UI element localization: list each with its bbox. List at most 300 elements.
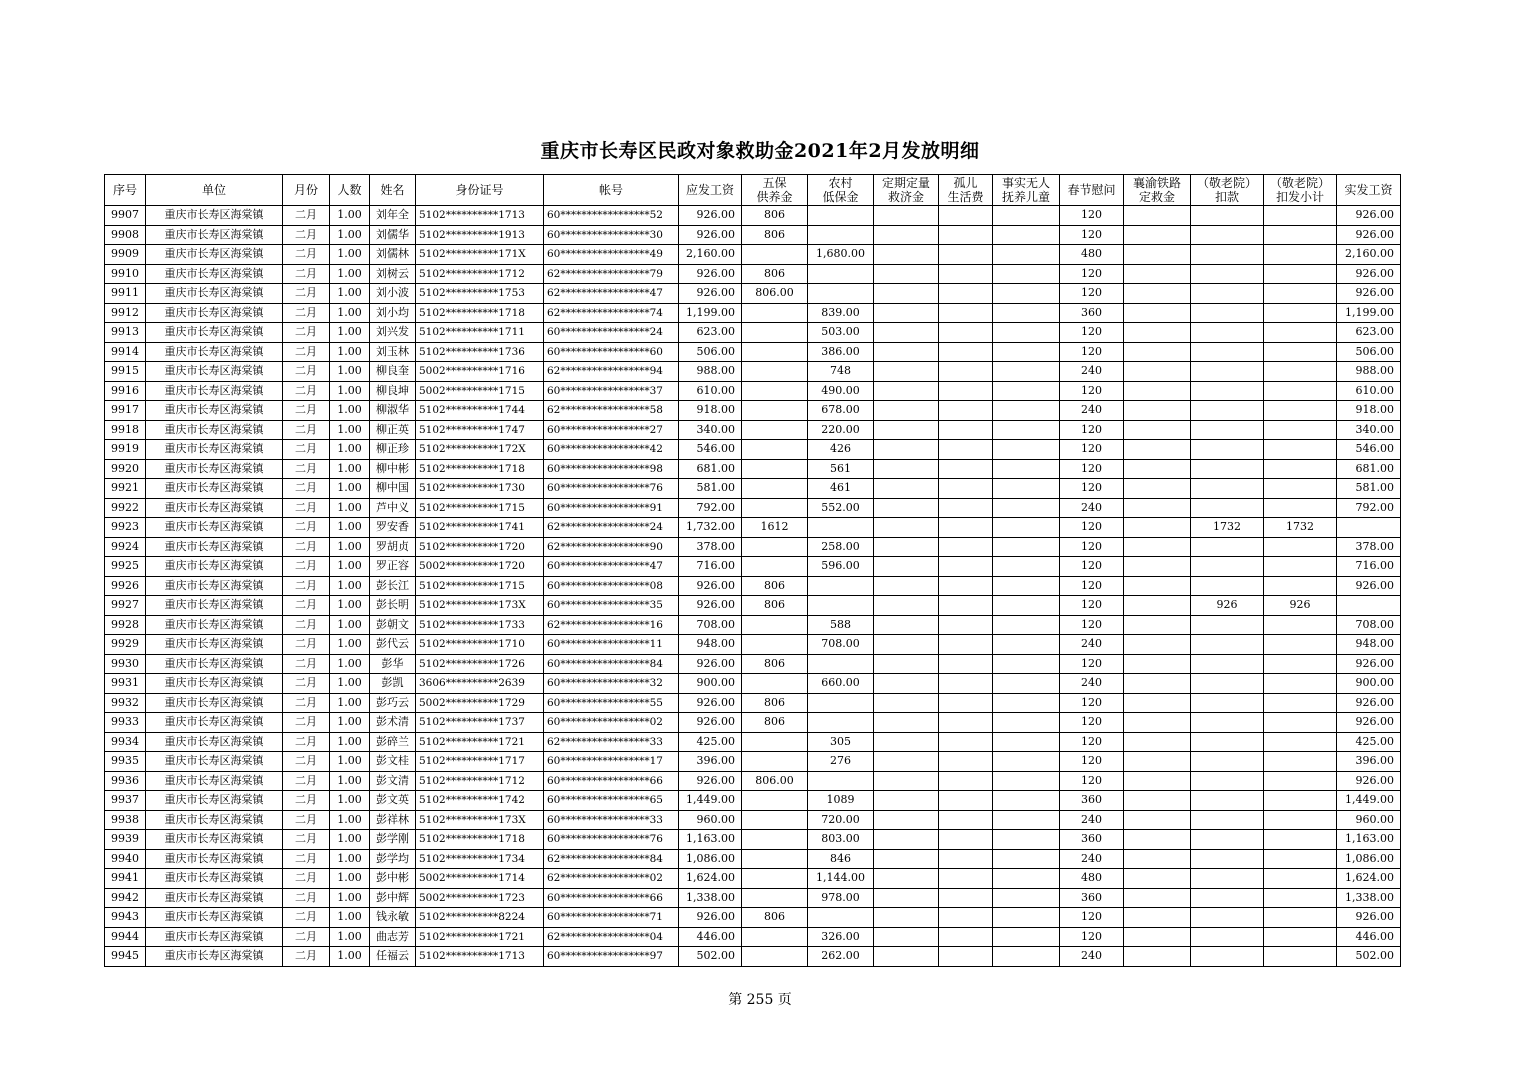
table-body: [105, 206, 1401, 967]
cell-persons: 1.00: [330, 498, 370, 518]
cell-dibao: 386.00: [808, 342, 874, 362]
cell-seq: 9926: [105, 576, 146, 596]
cell-name: 刘兴发: [370, 323, 416, 343]
cell-actual: 546.00: [1337, 440, 1401, 460]
cell-unattended: [993, 440, 1060, 460]
cell-festival: 360: [1060, 830, 1124, 850]
cell-deduct: [1191, 615, 1264, 635]
cell-actual: 926.00: [1337, 206, 1401, 226]
cell-account: 62*****************74: [544, 303, 679, 323]
cell-deduct: [1191, 752, 1264, 772]
cell-actual: 792.00: [1337, 498, 1401, 518]
column-header-seq: 序号: [105, 175, 146, 206]
cell-festival: 120: [1060, 654, 1124, 674]
cell-month: 二月: [283, 888, 330, 908]
cell-dibao: 596.00: [808, 557, 874, 577]
cell-railway: [1124, 401, 1191, 421]
cell-orphan: [939, 615, 993, 635]
cell-deduct_sub: [1264, 849, 1337, 869]
cell-railway: [1124, 557, 1191, 577]
cell-account: 60*****************24: [544, 323, 679, 343]
cell-railway: [1124, 342, 1191, 362]
cell-id_no: 5002**********1714: [416, 869, 544, 889]
cell-month: 二月: [283, 674, 330, 694]
cell-id_no: 5102**********1913: [416, 225, 544, 245]
cell-seq: 9912: [105, 303, 146, 323]
cell-deduct: [1191, 342, 1264, 362]
cell-payable: 1,338.00: [679, 888, 742, 908]
cell-festival: 120: [1060, 264, 1124, 284]
cell-seq: 9936: [105, 771, 146, 791]
table-row: [105, 596, 1401, 616]
cell-actual: 926.00: [1337, 225, 1401, 245]
cell-persons: 1.00: [330, 635, 370, 655]
cell-railway: [1124, 869, 1191, 889]
cell-dibao: 503.00: [808, 323, 874, 343]
cell-festival: 120: [1060, 908, 1124, 928]
table-row: [105, 947, 1401, 967]
cell-orphan: [939, 732, 993, 752]
cell-payable: 926.00: [679, 693, 742, 713]
cell-festival: 120: [1060, 752, 1124, 772]
cell-railway: [1124, 537, 1191, 557]
cell-account: 60*****************27: [544, 420, 679, 440]
cell-orphan: [939, 713, 993, 733]
table-row: [105, 381, 1401, 401]
cell-id_no: 5102**********1710: [416, 635, 544, 655]
cell-actual: 900.00: [1337, 674, 1401, 694]
cell-unit: 重庆市长寿区海棠镇: [146, 654, 283, 674]
cell-wubao: [742, 810, 808, 830]
cell-seq: 9928: [105, 615, 146, 635]
table-row: [105, 342, 1401, 362]
cell-deduct_sub: [1264, 342, 1337, 362]
cell-name: 彭文英: [370, 791, 416, 811]
cell-id_no: 5102**********1713: [416, 947, 544, 967]
column-header-deduct: （敬老院） 扣款: [1191, 175, 1264, 206]
cell-wubao: [742, 674, 808, 694]
cell-unit: 重庆市长寿区海棠镇: [146, 420, 283, 440]
cell-festival: 120: [1060, 615, 1124, 635]
cell-month: 二月: [283, 206, 330, 226]
cell-dingqi: [874, 674, 939, 694]
cell-seq: 9944: [105, 927, 146, 947]
column-header-month: 月份: [283, 175, 330, 206]
cell-month: 二月: [283, 693, 330, 713]
cell-unattended: [993, 381, 1060, 401]
cell-month: 二月: [283, 596, 330, 616]
cell-dingqi: [874, 927, 939, 947]
cell-month: 二月: [283, 927, 330, 947]
cell-unit: 重庆市长寿区海棠镇: [146, 479, 283, 499]
cell-account: 60*****************97: [544, 947, 679, 967]
cell-account: 60*****************17: [544, 752, 679, 772]
cell-id_no: 5102**********1733: [416, 615, 544, 635]
cell-unattended: [993, 459, 1060, 479]
cell-dingqi: [874, 342, 939, 362]
cell-unit: 重庆市长寿区海棠镇: [146, 225, 283, 245]
cell-account: 60*****************47: [544, 557, 679, 577]
cell-account: 60*****************49: [544, 245, 679, 265]
cell-payable: 2,160.00: [679, 245, 742, 265]
cell-persons: 1.00: [330, 927, 370, 947]
cell-railway: [1124, 927, 1191, 947]
cell-dibao: 326.00: [808, 927, 874, 947]
cell-festival: 120: [1060, 225, 1124, 245]
cell-name: 彭长明: [370, 596, 416, 616]
cell-dibao: 258.00: [808, 537, 874, 557]
cell-deduct: [1191, 732, 1264, 752]
cell-name: 彭学刚: [370, 830, 416, 850]
cell-wubao: [742, 440, 808, 460]
cell-wubao: [742, 869, 808, 889]
cell-persons: 1.00: [330, 401, 370, 421]
cell-actual: 926.00: [1337, 771, 1401, 791]
cell-id_no: 5102**********1717: [416, 752, 544, 772]
cell-orphan: [939, 927, 993, 947]
cell-seq: 9929: [105, 635, 146, 655]
cell-deduct: [1191, 830, 1264, 850]
cell-unit: 重庆市长寿区海棠镇: [146, 830, 283, 850]
cell-account: 60*****************55: [544, 693, 679, 713]
cell-wubao: [742, 635, 808, 655]
cell-dingqi: [874, 908, 939, 928]
cell-deduct_sub: [1264, 888, 1337, 908]
cell-account: 62*****************84: [544, 849, 679, 869]
cell-account: 60*****************76: [544, 830, 679, 850]
cell-unit: 重庆市长寿区海棠镇: [146, 908, 283, 928]
table-row: [105, 557, 1401, 577]
cell-dibao: [808, 206, 874, 226]
cell-deduct_sub: [1264, 830, 1337, 850]
cell-month: 二月: [283, 869, 330, 889]
cell-railway: [1124, 830, 1191, 850]
cell-id_no: 5102**********1737: [416, 713, 544, 733]
cell-id_no: 5102**********1734: [416, 849, 544, 869]
cell-month: 二月: [283, 362, 330, 382]
cell-persons: 1.00: [330, 888, 370, 908]
cell-unattended: [993, 518, 1060, 538]
cell-wubao: [742, 732, 808, 752]
cell-actual: 396.00: [1337, 752, 1401, 772]
cell-payable: 425.00: [679, 732, 742, 752]
cell-persons: 1.00: [330, 362, 370, 382]
cell-account: 60*****************30: [544, 225, 679, 245]
cell-payable: 506.00: [679, 342, 742, 362]
cell-dibao: [808, 713, 874, 733]
cell-railway: [1124, 810, 1191, 830]
cell-deduct_sub: [1264, 635, 1337, 655]
table-row: [105, 713, 1401, 733]
cell-seq: 9935: [105, 752, 146, 772]
cell-id_no: 5102**********1711: [416, 323, 544, 343]
cell-festival: 120: [1060, 771, 1124, 791]
cell-dingqi: [874, 518, 939, 538]
cell-seq: 9927: [105, 596, 146, 616]
cell-persons: 1.00: [330, 264, 370, 284]
cell-railway: [1124, 596, 1191, 616]
cell-dingqi: [874, 264, 939, 284]
cell-orphan: [939, 537, 993, 557]
table-row: [105, 401, 1401, 421]
cell-actual: 446.00: [1337, 927, 1401, 947]
cell-railway: [1124, 323, 1191, 343]
cell-account: 60*****************91: [544, 498, 679, 518]
cell-payable: 926.00: [679, 713, 742, 733]
cell-unattended: [993, 225, 1060, 245]
cell-unattended: [993, 830, 1060, 850]
cell-dibao: [808, 693, 874, 713]
cell-unit: 重庆市长寿区海棠镇: [146, 381, 283, 401]
cell-dingqi: [874, 830, 939, 850]
cell-payable: 610.00: [679, 381, 742, 401]
cell-railway: [1124, 225, 1191, 245]
cell-deduct: 926: [1191, 596, 1264, 616]
cell-wubao: 806: [742, 576, 808, 596]
cell-account: 62*****************02: [544, 869, 679, 889]
cell-deduct: [1191, 420, 1264, 440]
cell-unit: 重庆市长寿区海棠镇: [146, 869, 283, 889]
cell-seq: 9940: [105, 849, 146, 869]
cell-unit: 重庆市长寿区海棠镇: [146, 206, 283, 226]
cell-month: 二月: [283, 576, 330, 596]
cell-id_no: 5002**********1723: [416, 888, 544, 908]
cell-deduct_sub: [1264, 381, 1337, 401]
cell-railway: [1124, 791, 1191, 811]
cell-account: 60*****************08: [544, 576, 679, 596]
cell-actual: 708.00: [1337, 615, 1401, 635]
cell-account: 60*****************32: [544, 674, 679, 694]
cell-persons: 1.00: [330, 810, 370, 830]
cell-dingqi: [874, 654, 939, 674]
cell-deduct_sub: [1264, 615, 1337, 635]
cell-deduct: [1191, 303, 1264, 323]
cell-railway: [1124, 206, 1191, 226]
cell-actual: 1,338.00: [1337, 888, 1401, 908]
cell-deduct: [1191, 557, 1264, 577]
cell-account: 62*****************24: [544, 518, 679, 538]
cell-dingqi: [874, 615, 939, 635]
cell-unattended: [993, 674, 1060, 694]
cell-deduct_sub: [1264, 206, 1337, 226]
cell-unit: 重庆市长寿区海棠镇: [146, 635, 283, 655]
cell-wubao: [742, 323, 808, 343]
cell-persons: 1.00: [330, 596, 370, 616]
cell-name: 刘小均: [370, 303, 416, 323]
cell-id_no: 5102**********1730: [416, 479, 544, 499]
cell-deduct_sub: [1264, 752, 1337, 772]
cell-month: 二月: [283, 440, 330, 460]
cell-seq: 9913: [105, 323, 146, 343]
cell-wubao: 806: [742, 713, 808, 733]
cell-month: 二月: [283, 771, 330, 791]
cell-dingqi: [874, 791, 939, 811]
cell-name: 任福云: [370, 947, 416, 967]
cell-actual: 2,160.00: [1337, 245, 1401, 265]
cell-seq: 9938: [105, 810, 146, 830]
cell-dingqi: [874, 849, 939, 869]
cell-orphan: [939, 284, 993, 304]
cell-dingqi: [874, 635, 939, 655]
cell-account: 62*****************33: [544, 732, 679, 752]
cell-unit: 重庆市长寿区海棠镇: [146, 537, 283, 557]
cell-actual: 681.00: [1337, 459, 1401, 479]
cell-unit: 重庆市长寿区海棠镇: [146, 459, 283, 479]
cell-deduct_sub: [1264, 810, 1337, 830]
cell-month: 二月: [283, 732, 330, 752]
cell-festival: 120: [1060, 420, 1124, 440]
cell-payable: 340.00: [679, 420, 742, 440]
cell-dingqi: [874, 284, 939, 304]
cell-payable: 900.00: [679, 674, 742, 694]
cell-seq: 9908: [105, 225, 146, 245]
cell-dingqi: [874, 576, 939, 596]
cell-persons: 1.00: [330, 342, 370, 362]
cell-festival: 120: [1060, 323, 1124, 343]
cell-actual: 926.00: [1337, 713, 1401, 733]
cell-dingqi: [874, 479, 939, 499]
cell-dibao: 839.00: [808, 303, 874, 323]
cell-name: 刘儒华: [370, 225, 416, 245]
cell-unit: 重庆市长寿区海棠镇: [146, 440, 283, 460]
cell-month: 二月: [283, 303, 330, 323]
cell-month: 二月: [283, 908, 330, 928]
cell-unattended: [993, 869, 1060, 889]
column-header-id_no: 身份证号: [416, 175, 544, 206]
cell-unit: 重庆市长寿区海棠镇: [146, 323, 283, 343]
cell-seq: 9922: [105, 498, 146, 518]
cell-payable: 926.00: [679, 576, 742, 596]
cell-unattended: [993, 557, 1060, 577]
cell-month: 二月: [283, 479, 330, 499]
table-row: [105, 732, 1401, 752]
cell-orphan: [939, 557, 993, 577]
cell-month: 二月: [283, 830, 330, 850]
cell-unit: 重庆市长寿区海棠镇: [146, 401, 283, 421]
cell-deduct: [1191, 323, 1264, 343]
cell-name: 柳中国: [370, 479, 416, 499]
cell-wubao: [742, 362, 808, 382]
cell-payable: 1,624.00: [679, 869, 742, 889]
cell-deduct: [1191, 206, 1264, 226]
cell-name: 彭术清: [370, 713, 416, 733]
cell-orphan: [939, 869, 993, 889]
cell-deduct_sub: [1264, 557, 1337, 577]
cell-deduct: [1191, 810, 1264, 830]
cell-deduct: [1191, 459, 1264, 479]
column-header-dingqi: 定期定量 救济金: [874, 175, 939, 206]
cell-deduct: [1191, 284, 1264, 304]
cell-unit: 重庆市长寿区海棠镇: [146, 596, 283, 616]
cell-deduct: [1191, 576, 1264, 596]
cell-deduct: [1191, 635, 1264, 655]
cell-dibao: 262.00: [808, 947, 874, 967]
cell-unit: 重庆市长寿区海棠镇: [146, 888, 283, 908]
cell-id_no: 5002**********1720: [416, 557, 544, 577]
cell-name: 柳淑华: [370, 401, 416, 421]
cell-id_no: 5102**********8224: [416, 908, 544, 928]
cell-month: 二月: [283, 537, 330, 557]
cell-persons: 1.00: [330, 869, 370, 889]
cell-railway: [1124, 732, 1191, 752]
cell-id_no: 5102**********1747: [416, 420, 544, 440]
cell-account: 60*****************66: [544, 888, 679, 908]
cell-id_no: 5102**********1726: [416, 654, 544, 674]
cell-persons: 1.00: [330, 947, 370, 967]
cell-deduct_sub: [1264, 498, 1337, 518]
cell-dibao: 660.00: [808, 674, 874, 694]
cell-payable: 918.00: [679, 401, 742, 421]
cell-seq: 9914: [105, 342, 146, 362]
cell-persons: 1.00: [330, 303, 370, 323]
cell-orphan: [939, 303, 993, 323]
cell-account: 62*****************94: [544, 362, 679, 382]
cell-deduct_sub: [1264, 869, 1337, 889]
table-row: [105, 459, 1401, 479]
cell-persons: 1.00: [330, 440, 370, 460]
cell-unattended: [993, 654, 1060, 674]
cell-account: 60*****************42: [544, 440, 679, 460]
cell-payable: 1,732.00: [679, 518, 742, 538]
cell-wubao: [742, 830, 808, 850]
table-row: [105, 225, 1401, 245]
cell-name: 彭朝文: [370, 615, 416, 635]
cell-persons: 1.00: [330, 791, 370, 811]
cell-account: 62*****************58: [544, 401, 679, 421]
cell-unattended: [993, 498, 1060, 518]
cell-persons: 1.00: [330, 713, 370, 733]
cell-dibao: 276: [808, 752, 874, 772]
cell-orphan: [939, 771, 993, 791]
cell-dibao: [808, 576, 874, 596]
cell-persons: 1.00: [330, 479, 370, 499]
cell-seq: 9945: [105, 947, 146, 967]
cell-actual: 988.00: [1337, 362, 1401, 382]
cell-wubao: 806: [742, 654, 808, 674]
payment-table: [104, 174, 1401, 967]
cell-actual: [1337, 596, 1401, 616]
cell-deduct_sub: [1264, 459, 1337, 479]
cell-seq: 9942: [105, 888, 146, 908]
cell-name: 柳良奎: [370, 362, 416, 382]
cell-actual: 378.00: [1337, 537, 1401, 557]
cell-id_no: 5002**********1716: [416, 362, 544, 382]
cell-deduct: [1191, 479, 1264, 499]
cell-wubao: [742, 342, 808, 362]
table-row: [105, 810, 1401, 830]
cell-persons: 1.00: [330, 381, 370, 401]
cell-orphan: [939, 830, 993, 850]
page-number: 第 255 页: [728, 992, 792, 1008]
cell-deduct_sub: [1264, 323, 1337, 343]
column-header-payable: 应发工资: [679, 175, 742, 206]
cell-festival: 120: [1060, 479, 1124, 499]
cell-deduct: [1191, 654, 1264, 674]
cell-actual: 926.00: [1337, 693, 1401, 713]
cell-festival: 480: [1060, 869, 1124, 889]
cell-wubao: [742, 791, 808, 811]
cell-dingqi: [874, 596, 939, 616]
cell-unit: 重庆市长寿区海棠镇: [146, 615, 283, 635]
cell-id_no: 5102**********1718: [416, 830, 544, 850]
cell-unit: 重庆市长寿区海棠镇: [146, 849, 283, 869]
table-row: [105, 323, 1401, 343]
cell-festival: 120: [1060, 557, 1124, 577]
cell-unattended: [993, 791, 1060, 811]
cell-payable: 792.00: [679, 498, 742, 518]
cell-payable: 446.00: [679, 927, 742, 947]
cell-name: 刘玉林: [370, 342, 416, 362]
